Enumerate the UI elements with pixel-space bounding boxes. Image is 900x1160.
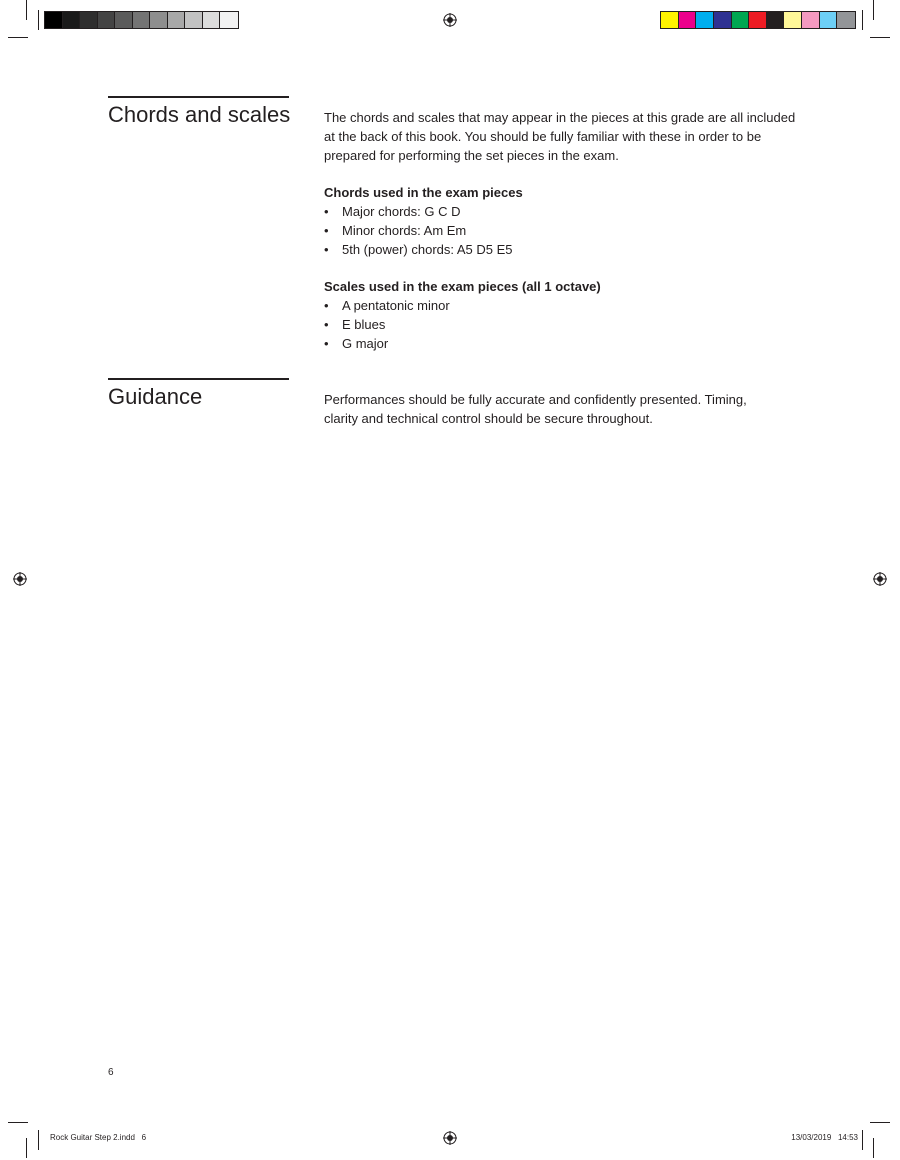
gray-swatch: [98, 12, 116, 28]
list-item: • Minor chords: Am Em: [324, 221, 804, 240]
section-title-guidance: Guidance: [108, 384, 203, 409]
chords-intro-paragraph: The chords and scales that may appear in the pieces at this grade are all included at the back of this book. You should be fully familiar with these in order to be prepared for performing the set pieces in the exam.: [324, 110, 796, 163]
gray-swatch: [115, 12, 133, 28]
gray-swatch: [45, 12, 63, 28]
color-swatch: [767, 12, 785, 28]
registration-mark-icon: [13, 572, 27, 586]
crop-mark: [8, 37, 28, 38]
grayscale-color-bar: [44, 11, 239, 29]
gray-swatch: [63, 12, 81, 28]
list-item: • Major chords: G C D: [324, 202, 804, 221]
color-swatch: [696, 12, 714, 28]
section-rule: [108, 96, 289, 98]
crop-mark: [38, 10, 39, 30]
color-swatch: [679, 12, 697, 28]
color-swatch: [714, 12, 732, 28]
color-swatch: [837, 12, 855, 28]
chords-subheading: Chords used in the exam pieces: [324, 185, 523, 200]
section-title-chords-and-scales: Chords and scales: [108, 102, 291, 127]
color-swatch: [732, 12, 750, 28]
list-item: • G major: [324, 334, 804, 353]
crop-mark: [26, 0, 27, 20]
color-swatch: [820, 12, 838, 28]
process-color-bar: [660, 11, 856, 29]
color-swatch: [661, 12, 679, 28]
color-swatch: [802, 12, 820, 28]
page-number: 6: [108, 1067, 114, 1078]
crop-mark: [38, 1130, 39, 1150]
gray-swatch: [150, 12, 168, 28]
registration-mark-icon: [443, 13, 457, 27]
section-rule: [108, 378, 289, 380]
scales-list: [324, 296, 804, 353]
gray-swatch: [168, 12, 186, 28]
registration-mark-icon: [873, 572, 887, 586]
gray-swatch: [185, 12, 203, 28]
slug-datetime: 13/03/2019 14:53: [791, 1133, 858, 1142]
gray-swatch: [133, 12, 151, 28]
list-item: • E blues: [324, 315, 804, 334]
crop-mark: [26, 1138, 27, 1158]
gray-swatch: [220, 12, 238, 28]
crop-mark: [870, 37, 890, 38]
crop-mark: [873, 1138, 874, 1158]
gray-swatch: [203, 12, 221, 28]
scales-subheading: Scales used in the exam pieces (all 1 octave): [324, 279, 601, 294]
color-swatch: [784, 12, 802, 28]
crop-mark: [873, 0, 874, 20]
crop-mark: [862, 10, 863, 30]
guidance-section-body: [324, 390, 764, 428]
color-swatch: [749, 12, 767, 28]
list-item: • A pentatonic minor: [324, 296, 804, 315]
list-item: • 5th (power) chords: A5 D5 E5: [324, 240, 804, 259]
registration-mark-icon: [443, 1131, 457, 1145]
chords-section-body: [324, 108, 804, 353]
chords-list: [324, 202, 804, 259]
crop-mark: [870, 1122, 890, 1123]
slug-file-name: Rock Guitar Step 2.indd 6: [50, 1133, 147, 1142]
crop-mark: [8, 1122, 28, 1123]
guidance-paragraph: Performances should be fully accurate and confidently presented. Timing, clarity and technical control should be secure throughout.: [324, 392, 747, 426]
gray-swatch: [80, 12, 98, 28]
crop-mark: [862, 1130, 863, 1150]
